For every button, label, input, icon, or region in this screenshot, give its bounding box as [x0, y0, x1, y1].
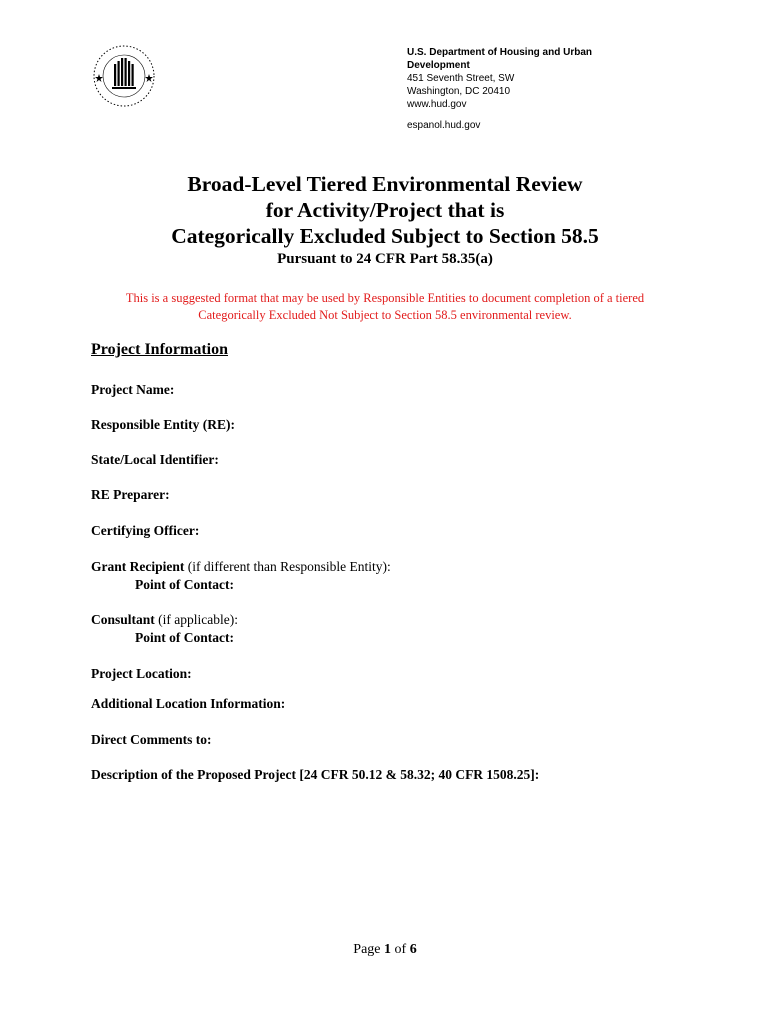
field-direct-comments: Direct Comments to: [91, 732, 212, 747]
title-line1: Broad-Level Tiered Environmental Review [187, 172, 583, 196]
field-re-preparer: RE Preparer: [91, 487, 170, 502]
field-state-local-identifier: State/Local Identifier: [91, 452, 219, 467]
consultant-point-of-contact: Point of Contact: [135, 630, 234, 645]
agency-address-block [407, 46, 627, 132]
field-grant-recipient: Grant Recipient (if different than Responsible Entity): Point of Contact: [91, 559, 391, 592]
field-responsible-entity: Responsible Entity (RE): [91, 417, 236, 432]
hud-seal-logo [92, 44, 156, 108]
note-line2: Categorically Excluded Not Subject to Section 58.5 environmental review. [198, 308, 572, 322]
field-consultant: Consultant (if applicable): Point of Contact: [91, 612, 238, 645]
field-project-location: Project Location: [91, 666, 192, 681]
suggested-format-note [60, 290, 710, 324]
agency-espanol-website: espanol.hud.gov [407, 120, 481, 131]
agency-address-line2: Washington, DC 20410 [407, 86, 511, 97]
title-line2: for Activity/Project that is [265, 198, 505, 222]
field-additional-location: Additional Location Information: [91, 696, 286, 711]
page-number-footer: Page 1 of 6 [353, 942, 417, 957]
document-title [0, 171, 770, 249]
field-project-description: Description of the Proposed Project [24 CFR 50.12 & 58.32; 40 CFR 1508.25]: [91, 767, 540, 782]
grant-point-of-contact: Point of Contact: [135, 577, 234, 592]
agency-name-line1: U.S. Department of Housing and Urban [407, 47, 593, 58]
field-certifying-officer: Certifying Officer: [91, 523, 200, 538]
document-subtitle: Pursuant to 24 CFR Part 58.35(a) [277, 251, 493, 267]
note-line1: This is a suggested format that may be used by Responsible Entities to document completion of a tiered [125, 291, 645, 305]
agency-name-line2: Development [407, 60, 470, 71]
title-line3: Categorically Excluded Subject to Section 58.5 [171, 224, 599, 248]
field-project-name: Project Name: [91, 382, 175, 397]
agency-address-line1: 451 Seventh Street, SW [407, 73, 515, 84]
section-heading-project-information: Project Information [91, 341, 228, 358]
agency-website: www.hud.gov [407, 99, 467, 110]
